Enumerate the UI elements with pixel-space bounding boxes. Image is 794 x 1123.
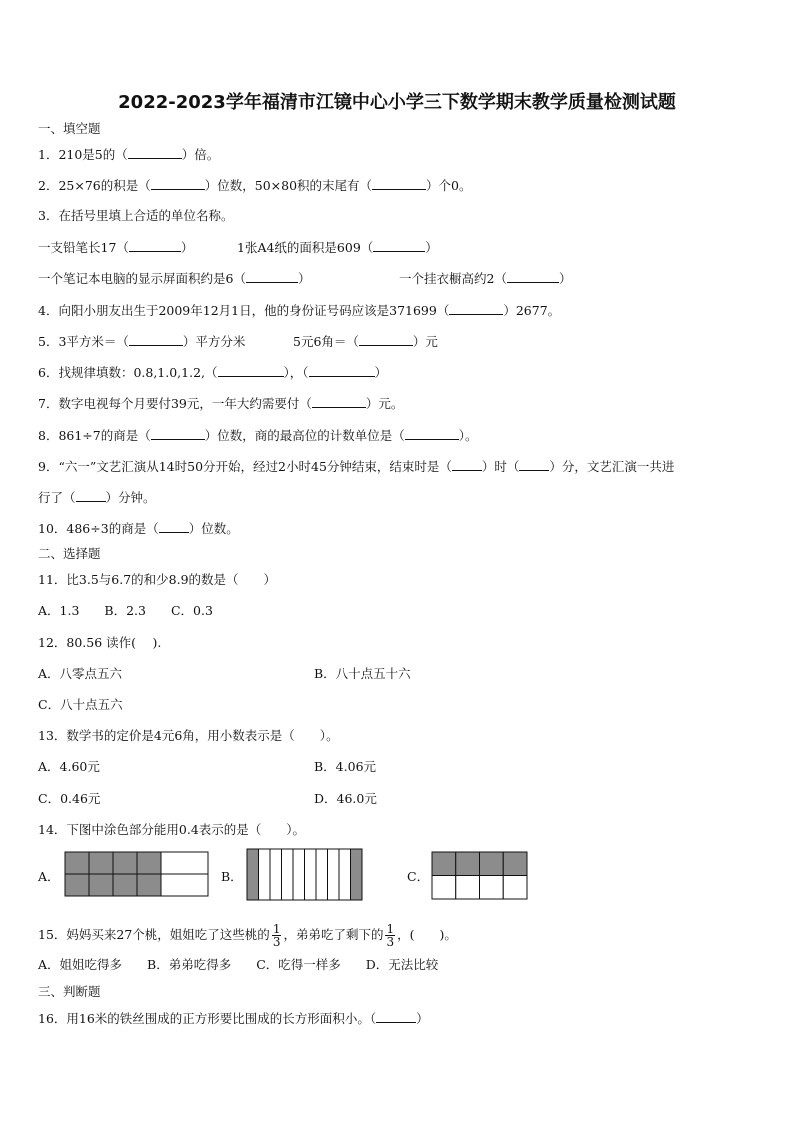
question-1: 1．210是5的（ ）倍。 xyxy=(38,147,220,162)
strip-empty xyxy=(316,849,328,900)
question-13-option-a[interactable]: A．4.60元 xyxy=(38,759,100,774)
question-11-options[interactable]: A．1.3 B．2.3 C．0.3 xyxy=(38,603,213,618)
answer-blank[interactable] xyxy=(372,177,426,190)
answer-blank[interactable] xyxy=(159,520,189,533)
answer-blank[interactable] xyxy=(452,458,482,471)
question-3-item-3: 一个笔记本电脑的显示屏面积约是6（ ） xyxy=(38,271,311,286)
strip-empty xyxy=(282,849,294,900)
grid-cell-shaded xyxy=(113,852,137,874)
grid-cell-shaded xyxy=(480,852,504,876)
question-3-item-4: 一个挂衣橱高约2（ ） xyxy=(399,271,572,286)
answer-blank[interactable] xyxy=(151,177,205,190)
strip-shaded xyxy=(247,849,259,900)
answer-blank[interactable] xyxy=(129,239,181,252)
answer-blank[interactable] xyxy=(129,333,183,346)
grid-cell-shaded xyxy=(432,852,456,876)
question-9-line-2: 行了（ ）分钟。 xyxy=(38,490,156,505)
grid-cell-empty xyxy=(456,876,480,900)
question-4: 4．向阳小朋友出生于2009年12月1日，他的身份证号码应该是371699（ ）2677。 xyxy=(38,303,561,318)
answer-blank[interactable] xyxy=(76,489,106,502)
question-12-option-c[interactable]: C．八十点五六 xyxy=(38,697,123,712)
answer-blank[interactable] xyxy=(151,427,205,440)
strip-empty xyxy=(305,849,317,900)
question-2: 2．25×76的积是（ ）位数，50×80积的末尾有（ ）个0。 xyxy=(38,178,472,193)
grid-cell-empty xyxy=(432,876,456,900)
question-15: 15．妈妈买来27个桃，姐姐吃了这些桃的 $\frac{1}{3}$ ，弟弟吃了剩下的 $\frac{1}{3}$ ，( )。 xyxy=(38,922,457,949)
answer-blank[interactable] xyxy=(405,427,459,440)
figure-b-strips[interactable] xyxy=(247,849,363,901)
strip-empty xyxy=(328,849,340,900)
answer-blank[interactable] xyxy=(376,1010,416,1023)
answer-blank[interactable] xyxy=(359,333,413,346)
section-multiple-choice: 二、选择题 xyxy=(38,546,101,561)
question-14: 14．下图中涂色部分能用0.4表示的是（ ）。 xyxy=(38,822,306,837)
grid-cell-shaded xyxy=(503,852,527,876)
grid-cell-shaded xyxy=(137,874,161,896)
question-12: 12．80.56 读作( ). xyxy=(38,635,162,650)
question-9-line-1: 9．“六一”文艺汇演从14时50分开始，经过2小时45分钟结束，结束时是（ ）时（ ）分，文艺汇演一共进 xyxy=(38,459,675,474)
grid-cell-shaded xyxy=(113,874,137,896)
answer-blank[interactable] xyxy=(246,270,298,283)
question-12-option-a[interactable]: A．八零点五六 xyxy=(38,666,123,681)
grid-cell-empty xyxy=(161,874,208,896)
answer-blank[interactable] xyxy=(507,270,559,283)
grid-cell-empty xyxy=(480,876,504,900)
grid-cell-shaded xyxy=(89,874,113,896)
grid-cell-shaded xyxy=(456,852,480,876)
strip-empty xyxy=(259,849,271,900)
grid-cell-shaded xyxy=(65,874,89,896)
question-10: 10．486÷3的商是（ ）位数。 xyxy=(38,521,239,536)
question-13-option-b[interactable]: B．4.06元 xyxy=(314,759,377,774)
question-8: 8．861÷7的商是（ ）位数，商的最高位的计数单位是（ ）。 xyxy=(38,428,478,443)
figure-c-grid[interactable] xyxy=(432,852,528,900)
question-3-item-1: 一支铅笔长17（ ） xyxy=(38,240,194,255)
answer-blank[interactable] xyxy=(519,458,549,471)
question-14-option-c-label[interactable]: C． xyxy=(407,869,430,884)
strip-empty xyxy=(270,849,282,900)
grid-cell-empty xyxy=(503,876,527,900)
question-14-option-b-label[interactable]: B． xyxy=(221,869,243,884)
question-5-part-2: 5元6角＝（ ）元 xyxy=(293,334,438,349)
question-11: 11．比3.5与6.7的和少8.9的数是（ ） xyxy=(38,572,277,587)
question-13: 13．数学书的定价是4元6角，用小数表示是（ ）。 xyxy=(38,728,339,743)
question-12-option-b[interactable]: B．八十点五十六 xyxy=(314,666,411,681)
strip-empty xyxy=(293,849,305,900)
question-3-stem: 3．在括号里填上合适的单位名称。 xyxy=(38,208,234,223)
fraction-one-third: $\frac{1}{3}$ xyxy=(272,922,281,949)
page-title: 2022-2023学年福清市江镜中心小学三下数学期末教学质量检测试题 xyxy=(118,92,676,113)
question-6: 6．找规律填数：0.8,1.0,1.2,（ ），（ ） xyxy=(38,365,388,380)
strip-shaded xyxy=(351,849,363,900)
question-7: 7．数字电视每个月要付39元，一年大约需要付（ ）元。 xyxy=(38,396,404,411)
answer-blank[interactable] xyxy=(309,364,375,377)
grid-cell-empty xyxy=(161,852,208,874)
answer-blank[interactable] xyxy=(449,302,503,315)
answer-blank[interactable] xyxy=(218,364,284,377)
section-fill-blank: 一、填空题 xyxy=(38,121,101,136)
question-5: 5．3平方米＝（ ）平方分米 xyxy=(38,334,246,349)
question-13-option-c[interactable]: C．0.46元 xyxy=(38,791,101,806)
strip-empty xyxy=(339,849,351,900)
fraction-one-third: $\frac{1}{3}$ xyxy=(386,922,395,949)
figure-a-grid[interactable] xyxy=(65,852,209,898)
grid-cell-shaded xyxy=(137,852,161,874)
question-14-option-a-label[interactable]: A． xyxy=(38,869,60,884)
question-13-option-d[interactable]: D．46.0元 xyxy=(314,791,377,806)
question-15-options[interactable]: A．姐姐吃得多 B．弟弟吃得多 C．吃得一样多 D．无法比较 xyxy=(38,957,439,972)
answer-blank[interactable] xyxy=(373,239,425,252)
section-true-false: 三、判断题 xyxy=(38,984,101,999)
grid-cell-shaded xyxy=(65,852,89,874)
grid-cell-shaded xyxy=(89,852,113,874)
question-3-item-2: 1张A4纸的面积是609（ ） xyxy=(237,240,438,255)
answer-blank[interactable] xyxy=(312,395,366,408)
answer-blank[interactable] xyxy=(128,146,182,159)
question-16: 16．用16米的铁丝围成的正方形要比围成的长方形面积小。（ ） xyxy=(38,1011,429,1026)
